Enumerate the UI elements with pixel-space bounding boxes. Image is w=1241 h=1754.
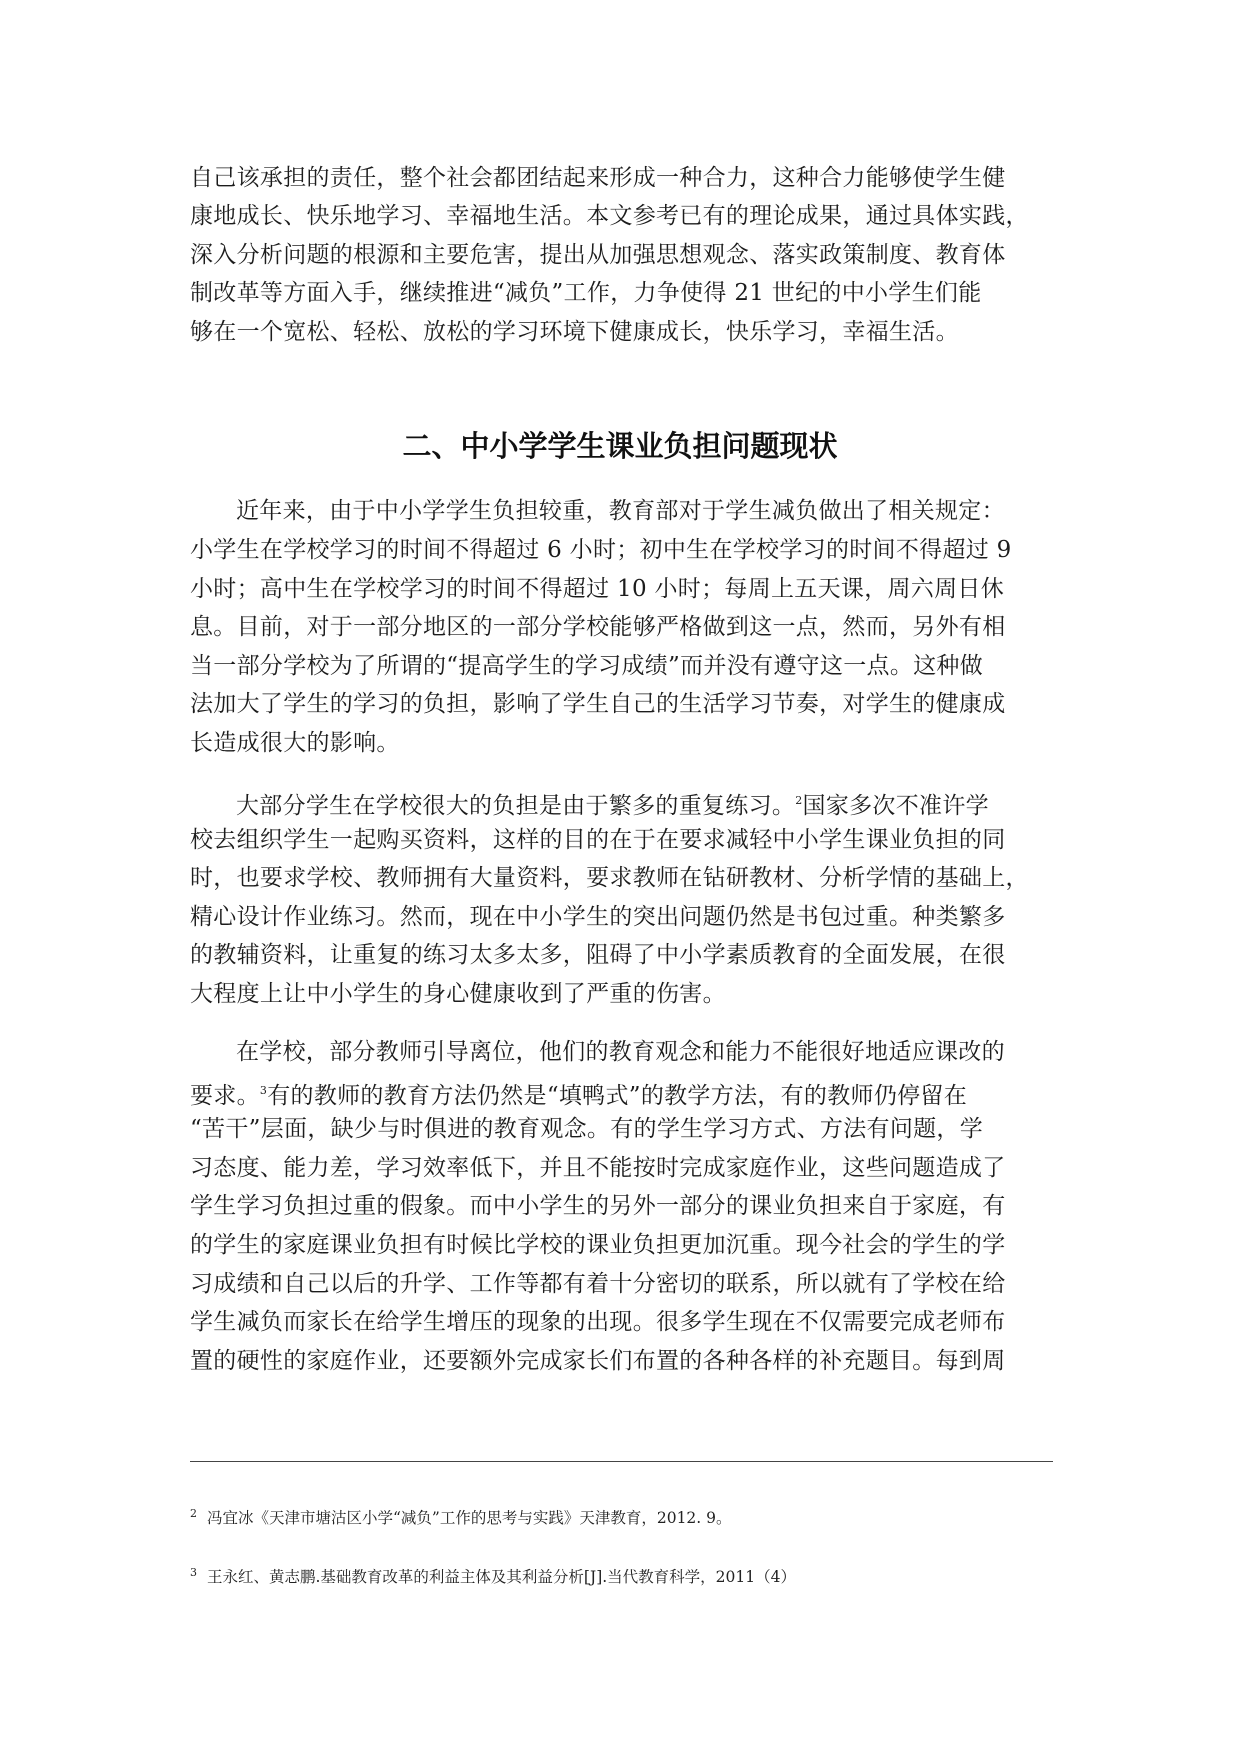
text-line: 近年来，由于中小学学生负担较重，教育部对于学生减负做出了相关规定： (236, 498, 1005, 524)
text-span: 要求。 (190, 1083, 260, 1109)
text-line: 息。目前，对于一部分地区的一部分学校能够严格做到这一点，然而，另外有相 (190, 614, 1006, 640)
text-line (236, 781, 1096, 821)
section-heading: 二、中小学学生课业负担问题现状 (402, 429, 838, 463)
footnote (190, 1560, 1050, 1590)
text-line: 法加大了学生的学习的负担，影响了学生自己的生活学习节奏，对学生的健康成 (190, 691, 1006, 717)
text-line: 长造成很大的影响。 (190, 730, 400, 756)
text-line: 小学生在学校学习的时间不得超过 6 小时；初中生在学校学习的时间不得超过 9 (190, 537, 1012, 563)
text-span: 国家多次不准许学 (802, 793, 989, 819)
footnote-mark: 2 (795, 794, 803, 807)
footnote (190, 1501, 1050, 1531)
text-line: 的学生的家庭课业负担有时候比学校的课业负担更加沉重。现今社会的学生的学 (190, 1232, 1006, 1258)
text-line: 深入分析问题的根源和主要危害，提出从加强思想观念、落实政策制度、教育体 (190, 242, 1006, 268)
text-line: 自己该承担的责任，整个社会都团结起来形成一种合力，这种合力能够使学生健 (190, 165, 1006, 191)
text-line: 大程度上让中小学生的身心健康收到了严重的伤害。 (190, 981, 726, 1007)
text-line: 在学校，部分教师引导离位，他们的教育观念和能力不能很好地适应课改的 (236, 1039, 1005, 1065)
text-line: 学生减负而家长在给学生增压的现象的出现。很多学生现在不仅需要完成老师布 (190, 1309, 1006, 1335)
footnote-text: 王永红、黄志鹏.基础教育改革的利益主体及其利益分析[J].当代教育科学，2011（4） (207, 1568, 796, 1586)
text-line: 制改革等方面入手，继续推进“减负”工作，力争使得 21 世纪的中小学生们能 (190, 280, 982, 306)
text-line: 康地成长、快乐地学习、幸福地生活。本文参考已有的理论成果，通过具体实践， (190, 203, 1029, 229)
text-line: 习态度、能力差，学习效率低下，并且不能按时完成家庭作业，这些问题造成了 (190, 1155, 1006, 1181)
text-line: 的教辅资料，让重复的练习太多太多，阻碍了中小学素质教育的全面发展，在很 (190, 942, 1006, 968)
text-line: 够在一个宽松、轻松、放松的学习环境下健康成长，快乐学习，幸福生活。 (190, 319, 959, 345)
footnote-number: 3 (190, 1566, 197, 1579)
text-line (190, 1071, 1050, 1111)
footnote-divider (190, 1461, 1053, 1462)
text-line: “苦干”层面，缺少与时俱进的教育观念。有的学生学习方式、方法有问题，学 (190, 1116, 984, 1142)
text-line: 置的硬性的家庭作业，还要额外完成家长们布置的各种各样的补充题目。每到周 (190, 1348, 1006, 1374)
text-line: 校去组织学生一起购买资料，这样的目的在于在要求减轻中小学生课业负担的同 (190, 827, 1006, 853)
footnote-mark: 3 (259, 1084, 268, 1097)
text-line: 精心设计作业练习。然而，现在中小学生的突出问题仍然是书包过重。种类繁多 (190, 904, 1006, 930)
text-line: 学生学习负担过重的假象。而中小学生的另外一部分的课业负担来自于家庭，有 (190, 1193, 1006, 1219)
footnote-number: 2 (190, 1507, 197, 1520)
text-span: 有的教师的教育方法仍然是“填鸭式”的教学方法，有的教师仍停留在 (267, 1083, 968, 1109)
text-line: 习成绩和自己以后的升学、工作等都有着十分密切的联系，所以就有了学校在给 (190, 1271, 1006, 1297)
text-line: 时，也要求学校、教师拥有大量资料，要求教师在钻研教材、分析学情的基础上， (190, 865, 1029, 891)
text-span: 大部分学生在学校很大的负担是由于繁多的重复练习。 (236, 793, 796, 819)
text-line: 小时；高中生在学校学习的时间不得超过 10 小时；每周上五天课，周六周日休 (190, 576, 1004, 602)
text-line: 当一部分学校为了所谓的“提高学生的学习成绩”而并没有遵守这一点。这种做 (190, 653, 984, 679)
footnote-text: 冯宜冰《天津市塘沽区小学“减负”工作的思考与实践》天津教育，2012. 9。 (207, 1509, 732, 1527)
